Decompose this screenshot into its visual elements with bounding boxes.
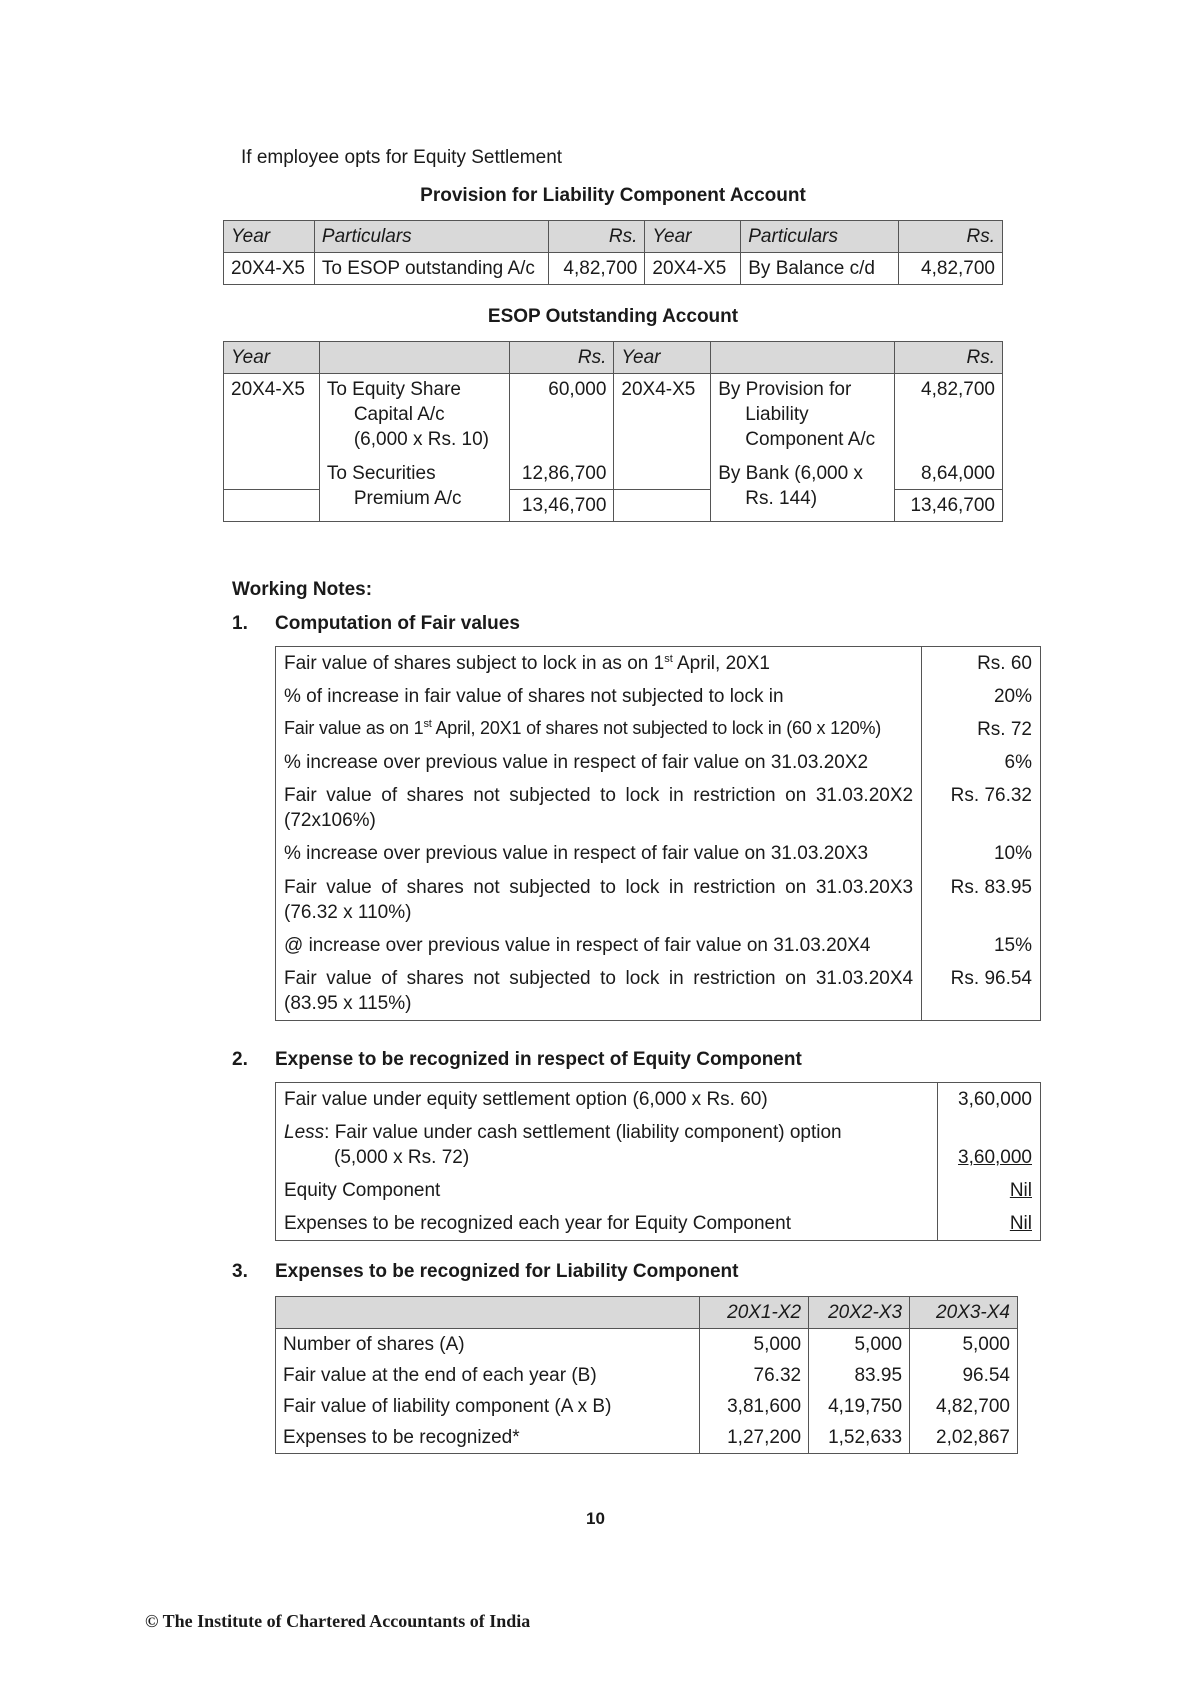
row-value: Rs. 83.95 (922, 871, 1041, 929)
table-row (276, 779, 1041, 837)
empty-cell (614, 490, 711, 522)
debit1-line2: Capital A/c (353, 404, 445, 426)
row-label: Fair value at the end of each year (B) (276, 1360, 700, 1391)
fair-values-table (275, 646, 1041, 1021)
credit-particulars-1 (711, 374, 895, 456)
row3-sup: st (423, 718, 432, 731)
debit-particulars-1 (319, 374, 510, 456)
credit2-amount: 8,64,000 (895, 455, 1003, 490)
row-label: Expenses to be recognized* (276, 1422, 700, 1454)
header-cell (711, 342, 895, 374)
row-value: 3,60,000 (938, 1083, 1041, 1117)
table-row (276, 1174, 1041, 1207)
debit-year-cell: 20X4-X5 (224, 374, 320, 490)
row-label: Expenses to be recognized each year for Equity Component (276, 1207, 938, 1241)
table-row (276, 1207, 1041, 1241)
row-label: Fair value of shares not subjected to lock in restriction on 31.03.20X3 (76.32 x 110%) (276, 871, 922, 929)
table-row (276, 1083, 1041, 1117)
total-credit: 13,46,700 (895, 490, 1003, 522)
esop-account-title: ESOP Outstanding Account (487, 306, 739, 327)
table-row (276, 1391, 1018, 1422)
table-cell: 4,82,700 (899, 253, 1003, 285)
less-text-line2: (5,000 x Rs. 72) (334, 1147, 470, 1169)
header-cell (276, 1297, 700, 1329)
debit1-line1: To Equity Share (326, 379, 461, 401)
row-value (938, 1207, 1041, 1241)
table-row (276, 680, 1041, 713)
row-label: % increase over previous value in respect of fair value on 31.03.20X2 (276, 746, 922, 779)
credit1-line1: By Provision for (718, 379, 852, 401)
table-row (276, 746, 1041, 779)
less-label: Less (284, 1122, 325, 1144)
row-label: Fair value of shares not subjected to lock in restriction on 31.03.20X2 (72x106%) (276, 779, 922, 837)
table-cell: 5,000 (910, 1329, 1018, 1361)
row-label (276, 647, 922, 681)
row-value: 10% (922, 837, 1041, 870)
debit2-line2: Premium A/c (353, 488, 462, 510)
note1-title: Computation of Fair values (275, 613, 520, 634)
esop-account-table (223, 341, 1003, 522)
header-cell: Rs. (549, 221, 645, 253)
row-value: Rs. 72 (922, 713, 1041, 746)
debit-particulars-2 (319, 455, 510, 522)
row-label: % increase over previous value in respect of fair value on 31.03.20X3 (276, 837, 922, 870)
row-value: Rs. 96.54 (922, 962, 1041, 1021)
table-row (224, 374, 1003, 456)
table-row (224, 455, 1003, 490)
expense-value: Nil (1009, 1213, 1032, 1235)
total-debit: 13,46,700 (510, 490, 614, 522)
table-row (224, 253, 1003, 285)
table-row (276, 962, 1041, 1021)
row-label (276, 1116, 938, 1174)
credit2-line1: By Bank (6,000 x (718, 463, 863, 485)
debit2-line1: To Securities (326, 463, 436, 485)
table-cell: 96.54 (910, 1360, 1018, 1391)
header-cell: Rs. (510, 342, 614, 374)
page-number: 10 (586, 1509, 605, 1528)
row1-sup: st (664, 653, 673, 665)
provision-account-table (223, 220, 1003, 285)
debit1-line3: (6,000 x Rs. 10) (353, 429, 489, 451)
empty-cell (224, 490, 320, 522)
note2-title: Expense to be recognized in respect of Equity Component (275, 1049, 802, 1070)
table-cell: 5,000 (809, 1329, 910, 1361)
table-header-row (224, 342, 1003, 374)
table-row (276, 1360, 1018, 1391)
table-header-row (276, 1297, 1018, 1329)
table-cell: 4,19,750 (809, 1391, 910, 1422)
table-cell: By Balance c/d (741, 253, 899, 285)
table-header-row (224, 221, 1003, 253)
table-row (276, 1116, 1041, 1174)
credit1-amount: 4,82,700 (895, 374, 1003, 456)
header-cell: Particulars (741, 221, 899, 253)
table-row (276, 1422, 1018, 1454)
table-row (276, 929, 1041, 962)
table-cell: 20X4-X5 (645, 253, 741, 285)
credit-year-cell: 20X4-X5 (614, 374, 711, 490)
row-value: Rs. 76.32 (922, 779, 1041, 837)
header-cell: 20X3-X4 (910, 1297, 1018, 1329)
table-cell: 5,000 (700, 1329, 809, 1361)
row-label: Number of shares (A) (276, 1329, 700, 1361)
note3-title: Expenses to be recognized for Liability Component (275, 1261, 739, 1282)
table-cell: 20X4-X5 (224, 253, 315, 285)
row-label: @ increase over previous value in respect of fair value on 31.03.20X4 (276, 929, 922, 962)
working-notes-heading: Working Notes: (232, 579, 373, 600)
table-cell: 83.95 (809, 1360, 910, 1391)
row-value: Rs. 60 (922, 647, 1041, 681)
header-cell: Particulars (314, 221, 549, 253)
debit2-amount: 12,86,700 (510, 455, 614, 490)
table-cell: 4,82,700 (910, 1391, 1018, 1422)
row-label (276, 713, 922, 746)
less-value: 3,60,000 (958, 1147, 1032, 1169)
row1-text-end: April, 20X1 (672, 653, 770, 674)
row-label: % of increase in fair value of shares not subjected to lock in (276, 680, 922, 713)
credit-particulars-2 (711, 455, 895, 522)
table-row (276, 713, 1041, 746)
row-value (938, 1174, 1041, 1207)
table-row (276, 837, 1041, 870)
row-value: 15% (922, 929, 1041, 962)
row-value: 6% (922, 746, 1041, 779)
less-text: : Fair value under cash settlement (liability component) option (324, 1122, 842, 1144)
header-cell (319, 342, 510, 374)
credit1-line3: Component A/c (745, 429, 876, 451)
header-cell: Year (224, 221, 315, 253)
footer-copyright: © The Institute of Chartered Accountants of India (145, 1611, 531, 1631)
row-label: Equity Component (276, 1174, 938, 1207)
table-row (276, 871, 1041, 929)
table-cell: 4,82,700 (549, 253, 645, 285)
row-label: Fair value of shares not subjected to lock in restriction on 31.03.20X4 (83.95 x 115%) (276, 962, 922, 1021)
table-cell: 2,02,867 (910, 1422, 1018, 1454)
header-cell: Year (224, 342, 320, 374)
header-cell: Rs. (895, 342, 1003, 374)
row1-text: Fair value of shares subject to lock in as on 1 (284, 653, 665, 674)
liability-component-table (275, 1296, 1018, 1454)
header-cell: Year (614, 342, 711, 374)
credit1-line2: Liability (745, 404, 809, 426)
intro-text: If employee opts for Equity Settlement (241, 147, 563, 168)
table-cell: 1,27,200 (700, 1422, 809, 1454)
table-row (276, 1329, 1018, 1361)
credit2-line2: Rs. 144) (745, 488, 818, 510)
table-cell: 76.32 (700, 1360, 809, 1391)
row3-text: Fair value as on 1 (284, 718, 424, 739)
header-cell: Rs. (899, 221, 1003, 253)
provision-account-title: Provision for Liability Component Account (420, 185, 806, 206)
header-cell: Year (645, 221, 741, 253)
row-label: Fair value under equity settlement option (6,000 x Rs. 60) (276, 1083, 938, 1117)
table-cell: To ESOP outstanding A/c (314, 253, 549, 285)
row-label: Fair value of liability component (A x B) (276, 1391, 700, 1422)
note1-number: 1. (232, 613, 248, 634)
note3-number: 3. (232, 1261, 248, 1282)
header-cell: 20X1-X2 (700, 1297, 809, 1329)
table-cell: 1,52,633 (809, 1422, 910, 1454)
note2-number: 2. (232, 1049, 248, 1070)
equity-component-table (275, 1082, 1041, 1241)
table-cell: 3,81,600 (700, 1391, 809, 1422)
debit1-amount: 60,000 (510, 374, 614, 456)
table-row (276, 647, 1041, 681)
header-cell: 20X2-X3 (809, 1297, 910, 1329)
row3-text-end: April, 20X1 of shares not subjected to lock in (60 x 120%) (431, 718, 882, 739)
equity-component-value: Nil (1009, 1180, 1032, 1202)
row-value: 20% (922, 680, 1041, 713)
row-value (938, 1116, 1041, 1174)
